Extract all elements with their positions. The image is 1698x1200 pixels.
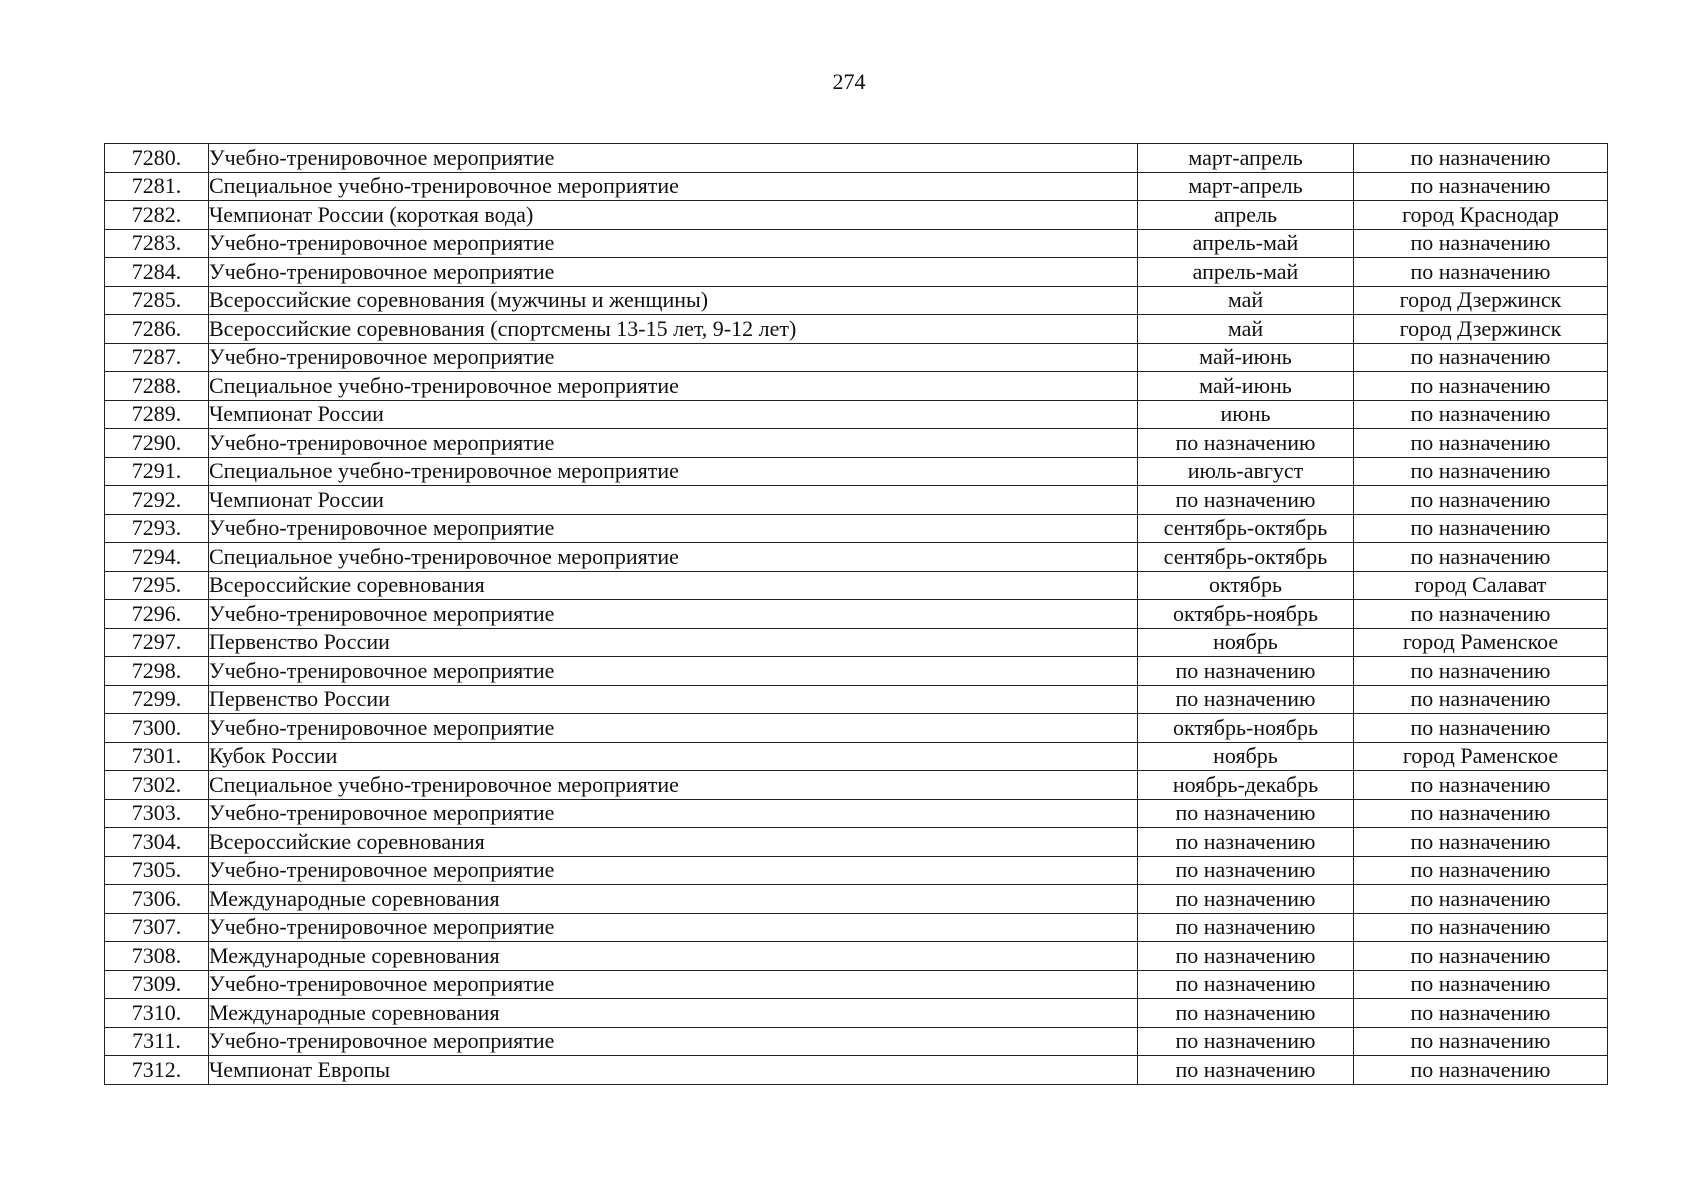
row-number-cell: 7304. bbox=[105, 828, 209, 857]
event-name-cell: Всероссийские соревнования (спортсмены 13-15 лет, 9-12 лет) bbox=[209, 315, 1138, 344]
row-number-cell: 7298. bbox=[105, 657, 209, 686]
row-number-cell: 7288. bbox=[105, 372, 209, 401]
event-date-cell: сентябрь-октябрь bbox=[1138, 543, 1354, 572]
row-number-cell: 7310. bbox=[105, 999, 209, 1028]
table-row bbox=[105, 685, 1608, 714]
event-place-cell: город Салават bbox=[1354, 571, 1608, 600]
row-number-cell: 7293. bbox=[105, 514, 209, 543]
event-date-cell: октябрь-ноябрь bbox=[1138, 714, 1354, 743]
event-date-cell: по назначению bbox=[1138, 1027, 1354, 1056]
table-row bbox=[105, 372, 1608, 401]
event-place-cell: по назначению bbox=[1354, 999, 1608, 1028]
table-row bbox=[105, 799, 1608, 828]
event-place-cell: по назначению bbox=[1354, 1056, 1608, 1085]
event-name-cell: Первенство России bbox=[209, 685, 1138, 714]
event-name-cell: Учебно-тренировочное мероприятие bbox=[209, 799, 1138, 828]
row-number-cell: 7301. bbox=[105, 742, 209, 771]
event-place-cell: по назначению bbox=[1354, 970, 1608, 999]
row-number-cell: 7294. bbox=[105, 543, 209, 572]
row-number-cell: 7309. bbox=[105, 970, 209, 999]
event-place-cell: по назначению bbox=[1354, 543, 1608, 572]
table-row bbox=[105, 543, 1608, 572]
row-number-cell: 7287. bbox=[105, 343, 209, 372]
event-place-cell: по назначению bbox=[1354, 514, 1608, 543]
event-date-cell: по назначению bbox=[1138, 942, 1354, 971]
page-number: 274 bbox=[832, 69, 866, 94]
event-name-cell: Специальное учебно-тренировочное мероприятие bbox=[209, 372, 1138, 401]
event-name-cell: Первенство России bbox=[209, 628, 1138, 657]
event-place-cell: по назначению bbox=[1354, 600, 1608, 629]
event-name-cell: Всероссийские соревнования bbox=[209, 571, 1138, 600]
event-date-cell: по назначению bbox=[1138, 1056, 1354, 1085]
event-name-cell: Международные соревнования bbox=[209, 885, 1138, 914]
event-place-cell: по назначению bbox=[1354, 144, 1608, 173]
event-place-cell: по назначению bbox=[1354, 856, 1608, 885]
table-row bbox=[105, 315, 1608, 344]
event-name-cell: Чемпионат Европы bbox=[209, 1056, 1138, 1085]
row-number-cell: 7306. bbox=[105, 885, 209, 914]
table-row bbox=[105, 286, 1608, 315]
event-place-cell: по назначению bbox=[1354, 343, 1608, 372]
row-number-cell: 7297. bbox=[105, 628, 209, 657]
event-date-cell: май-июнь bbox=[1138, 343, 1354, 372]
row-number-cell: 7300. bbox=[105, 714, 209, 743]
table-row bbox=[105, 970, 1608, 999]
event-place-cell: по назначению bbox=[1354, 942, 1608, 971]
event-date-cell: ноябрь bbox=[1138, 628, 1354, 657]
table-row bbox=[105, 999, 1608, 1028]
event-place-cell: по назначению bbox=[1354, 372, 1608, 401]
event-place-cell: по назначению bbox=[1354, 657, 1608, 686]
event-place-cell: по назначению bbox=[1354, 429, 1608, 458]
table-body bbox=[105, 144, 1608, 1085]
event-name-cell: Кубок России bbox=[209, 742, 1138, 771]
event-name-cell: Учебно-тренировочное мероприятие bbox=[209, 970, 1138, 999]
table-row bbox=[105, 657, 1608, 686]
table-row bbox=[105, 229, 1608, 258]
row-number-cell: 7303. bbox=[105, 799, 209, 828]
row-number-cell: 7307. bbox=[105, 913, 209, 942]
event-place-cell: город Дзержинск bbox=[1354, 286, 1608, 315]
event-place-cell: город Раменское bbox=[1354, 742, 1608, 771]
event-date-cell: сентябрь-октябрь bbox=[1138, 514, 1354, 543]
event-date-cell: по назначению bbox=[1138, 885, 1354, 914]
event-date-cell: апрель bbox=[1138, 201, 1354, 230]
table-row bbox=[105, 828, 1608, 857]
row-number-cell: 7284. bbox=[105, 258, 209, 287]
event-name-cell: Специальное учебно-тренировочное мероприятие bbox=[209, 771, 1138, 800]
row-number-cell: 7285. bbox=[105, 286, 209, 315]
event-name-cell: Чемпионат России (короткая вода) bbox=[209, 201, 1138, 230]
event-place-cell: город Краснодар bbox=[1354, 201, 1608, 230]
event-date-cell: март-апрель bbox=[1138, 172, 1354, 201]
event-date-cell: июнь bbox=[1138, 400, 1354, 429]
event-name-cell: Всероссийские соревнования (мужчины и женщины) bbox=[209, 286, 1138, 315]
event-name-cell: Учебно-тренировочное мероприятие bbox=[209, 600, 1138, 629]
table-row bbox=[105, 913, 1608, 942]
row-number-cell: 7308. bbox=[105, 942, 209, 971]
event-name-cell: Специальное учебно-тренировочное мероприятие bbox=[209, 457, 1138, 486]
event-place-cell: по назначению bbox=[1354, 685, 1608, 714]
event-date-cell: по назначению bbox=[1138, 685, 1354, 714]
table-row bbox=[105, 885, 1608, 914]
table-row bbox=[105, 742, 1608, 771]
row-number-cell: 7302. bbox=[105, 771, 209, 800]
event-date-cell: по назначению bbox=[1138, 486, 1354, 515]
event-place-cell: по назначению bbox=[1354, 771, 1608, 800]
row-number-cell: 7292. bbox=[105, 486, 209, 515]
table-row bbox=[105, 942, 1608, 971]
event-name-cell: Учебно-тренировочное мероприятие bbox=[209, 343, 1138, 372]
event-date-cell: по назначению bbox=[1138, 913, 1354, 942]
table-row bbox=[105, 856, 1608, 885]
row-number-cell: 7286. bbox=[105, 315, 209, 344]
event-name-cell: Учебно-тренировочное мероприятие bbox=[209, 429, 1138, 458]
table-row bbox=[105, 457, 1608, 486]
table-row bbox=[105, 571, 1608, 600]
event-date-cell: май-июнь bbox=[1138, 372, 1354, 401]
row-number-cell: 7296. bbox=[105, 600, 209, 629]
row-number-cell: 7283. bbox=[105, 229, 209, 258]
row-number-cell: 7305. bbox=[105, 856, 209, 885]
event-date-cell: по назначению bbox=[1138, 828, 1354, 857]
event-name-cell: Чемпионат России bbox=[209, 400, 1138, 429]
event-place-cell: по назначению bbox=[1354, 714, 1608, 743]
event-date-cell: апрель-май bbox=[1138, 229, 1354, 258]
table-row bbox=[105, 514, 1608, 543]
event-name-cell: Международные соревнования bbox=[209, 942, 1138, 971]
table-row bbox=[105, 600, 1608, 629]
event-place-cell: по назначению bbox=[1354, 828, 1608, 857]
row-number-cell: 7312. bbox=[105, 1056, 209, 1085]
event-date-cell: по назначению bbox=[1138, 856, 1354, 885]
event-date-cell: октябрь bbox=[1138, 571, 1354, 600]
table-row bbox=[105, 400, 1608, 429]
event-place-cell: город Дзержинск bbox=[1354, 315, 1608, 344]
row-number-cell: 7291. bbox=[105, 457, 209, 486]
event-date-cell: май bbox=[1138, 286, 1354, 315]
table-row bbox=[105, 771, 1608, 800]
table-row bbox=[105, 258, 1608, 287]
event-place-cell: по назначению bbox=[1354, 400, 1608, 429]
table-row bbox=[105, 714, 1608, 743]
event-date-cell: ноябрь bbox=[1138, 742, 1354, 771]
table-row bbox=[105, 144, 1608, 173]
event-date-cell: ноябрь-декабрь bbox=[1138, 771, 1354, 800]
event-date-cell: октябрь-ноябрь bbox=[1138, 600, 1354, 629]
row-number-cell: 7281. bbox=[105, 172, 209, 201]
event-date-cell: май bbox=[1138, 315, 1354, 344]
event-place-cell: по назначению bbox=[1354, 172, 1608, 201]
row-number-cell: 7280. bbox=[105, 144, 209, 173]
table-row bbox=[105, 628, 1608, 657]
event-date-cell: по назначению bbox=[1138, 970, 1354, 999]
table-row bbox=[105, 486, 1608, 515]
event-name-cell: Учебно-тренировочное мероприятие bbox=[209, 714, 1138, 743]
event-name-cell: Международные соревнования bbox=[209, 999, 1138, 1028]
event-name-cell: Учебно-тренировочное мероприятие bbox=[209, 258, 1138, 287]
event-place-cell: по назначению bbox=[1354, 799, 1608, 828]
event-date-cell: март-апрель bbox=[1138, 144, 1354, 173]
event-place-cell: по назначению bbox=[1354, 258, 1608, 287]
row-number-cell: 7295. bbox=[105, 571, 209, 600]
table-row bbox=[105, 343, 1608, 372]
event-name-cell: Специальное учебно-тренировочное мероприятие bbox=[209, 172, 1138, 201]
event-place-cell: по назначению bbox=[1354, 913, 1608, 942]
event-place-cell: по назначению bbox=[1354, 229, 1608, 258]
event-date-cell: апрель-май bbox=[1138, 258, 1354, 287]
events-table bbox=[104, 143, 1608, 1085]
event-name-cell: Чемпионат России bbox=[209, 486, 1138, 515]
event-date-cell: по назначению bbox=[1138, 657, 1354, 686]
event-date-cell: июль-август bbox=[1138, 457, 1354, 486]
event-name-cell: Учебно-тренировочное мероприятие bbox=[209, 229, 1138, 258]
event-name-cell: Учебно-тренировочное мероприятие bbox=[209, 144, 1138, 173]
table-row bbox=[105, 201, 1608, 230]
event-name-cell: Всероссийские соревнования bbox=[209, 828, 1138, 857]
row-number-cell: 7290. bbox=[105, 429, 209, 458]
table-row bbox=[105, 429, 1608, 458]
event-place-cell: по назначению bbox=[1354, 457, 1608, 486]
event-place-cell: по назначению bbox=[1354, 1027, 1608, 1056]
event-date-cell: по назначению bbox=[1138, 429, 1354, 458]
event-name-cell: Учебно-тренировочное мероприятие bbox=[209, 1027, 1138, 1056]
event-place-cell: город Раменское bbox=[1354, 628, 1608, 657]
event-name-cell: Учебно-тренировочное мероприятие bbox=[209, 514, 1138, 543]
row-number-cell: 7289. bbox=[105, 400, 209, 429]
event-name-cell: Учебно-тренировочное мероприятие bbox=[209, 856, 1138, 885]
event-place-cell: по назначению bbox=[1354, 486, 1608, 515]
event-name-cell: Учебно-тренировочное мероприятие bbox=[209, 657, 1138, 686]
event-date-cell: по назначению bbox=[1138, 999, 1354, 1028]
event-name-cell: Специальное учебно-тренировочное мероприятие bbox=[209, 543, 1138, 572]
table-row bbox=[105, 172, 1608, 201]
event-place-cell: по назначению bbox=[1354, 885, 1608, 914]
row-number-cell: 7299. bbox=[105, 685, 209, 714]
event-date-cell: по назначению bbox=[1138, 799, 1354, 828]
table-row bbox=[105, 1056, 1608, 1085]
event-name-cell: Учебно-тренировочное мероприятие bbox=[209, 913, 1138, 942]
table-row bbox=[105, 1027, 1608, 1056]
row-number-cell: 7282. bbox=[105, 201, 209, 230]
row-number-cell: 7311. bbox=[105, 1027, 209, 1056]
